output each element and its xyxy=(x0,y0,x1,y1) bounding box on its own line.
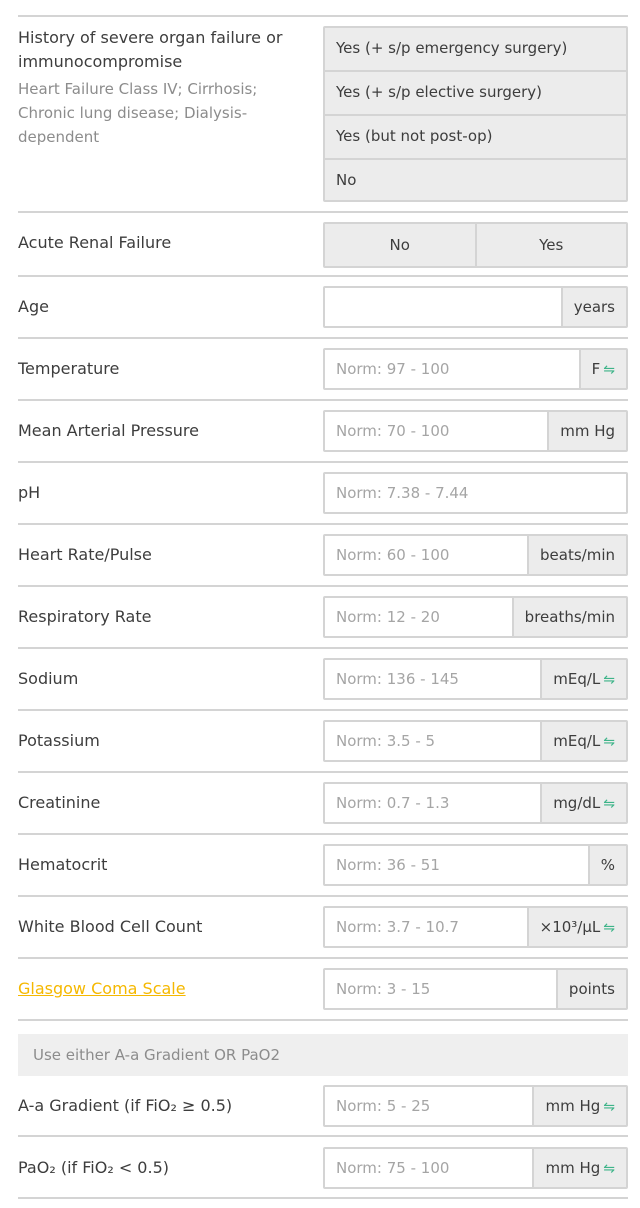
resp-rate-field xyxy=(323,596,628,638)
swap-units-icon: ⇋ xyxy=(603,362,615,378)
potassium-unit-toggle[interactable] xyxy=(540,722,626,760)
heart-rate-label: Heart Rate/Pulse xyxy=(18,545,152,564)
swap-units-icon: ⇋ xyxy=(603,672,615,688)
wbc-field xyxy=(323,906,628,948)
pao2-unit: mm Hg xyxy=(545,1159,601,1177)
aa-gradient-input[interactable]: Norm: 5 - 25 xyxy=(325,1087,532,1125)
sodium-input[interactable]: Norm: 136 - 145 xyxy=(325,660,540,698)
aa-gradient-unit: mm Hg xyxy=(545,1097,601,1115)
temperature-input[interactable]: Norm: 97 - 100 xyxy=(325,350,579,388)
divider xyxy=(18,523,628,525)
oxygenation-note: Use either A-a Gradient OR PaO2 xyxy=(18,1034,628,1076)
divider xyxy=(18,771,628,773)
divider xyxy=(18,275,628,277)
map-field xyxy=(323,410,628,452)
option-not-post-op[interactable]: Yes (but not post-op) xyxy=(325,114,626,158)
divider xyxy=(18,15,628,17)
aa-gradient-unit-toggle[interactable] xyxy=(532,1087,626,1125)
age-field xyxy=(323,286,628,328)
divider xyxy=(18,833,628,835)
divider xyxy=(18,1197,628,1199)
divider xyxy=(18,461,628,463)
ph-input[interactable]: Norm: 7.38 - 7.44 xyxy=(325,474,626,512)
option-emergency-surgery[interactable]: Yes (+ s/p emergency surgery) xyxy=(325,28,626,70)
divider xyxy=(18,337,628,339)
swap-units-icon: ⇋ xyxy=(603,920,615,936)
resp-rate-unit: breaths/min xyxy=(512,598,626,636)
sodium-field xyxy=(323,658,628,700)
organ-failure-label: History of severe organ failure or immunocompromise xyxy=(18,28,283,71)
resp-rate-label: Respiratory Rate xyxy=(18,607,152,626)
organ-failure-options xyxy=(323,26,628,202)
renal-failure-yes-button[interactable]: Yes xyxy=(475,224,627,266)
potassium-unit: mEq/L xyxy=(553,732,601,750)
sodium-unit-toggle[interactable] xyxy=(540,660,626,698)
temperature-unit: F xyxy=(591,360,601,378)
wbc-unit-toggle[interactable] xyxy=(527,908,626,946)
divider xyxy=(18,1135,628,1137)
temperature-label: Temperature xyxy=(18,359,120,378)
sodium-label: Sodium xyxy=(18,669,79,688)
option-no[interactable]: No xyxy=(325,158,626,202)
divider xyxy=(18,585,628,587)
divider xyxy=(18,647,628,649)
gcs-unit: points xyxy=(556,970,626,1008)
divider xyxy=(18,1019,628,1021)
potassium-field xyxy=(323,720,628,762)
temperature-field xyxy=(323,348,628,390)
creatinine-input[interactable]: Norm: 0.7 - 1.3 xyxy=(325,784,540,822)
option-elective-surgery[interactable]: Yes (+ s/p elective surgery) xyxy=(325,70,626,114)
renal-failure-no-button[interactable]: No xyxy=(325,224,475,266)
creatinine-unit: mg/dL xyxy=(553,794,601,812)
renal-failure-label: Acute Renal Failure xyxy=(18,233,172,252)
divider xyxy=(18,957,628,959)
gcs-input[interactable]: Norm: 3 - 15 xyxy=(325,970,556,1008)
heart-rate-input[interactable]: Norm: 60 - 100 xyxy=(325,536,527,574)
aa-gradient-field xyxy=(323,1085,628,1127)
map-label: Mean Arterial Pressure xyxy=(18,421,199,440)
hematocrit-unit: % xyxy=(588,846,626,884)
wbc-input[interactable]: Norm: 3.7 - 10.7 xyxy=(325,908,527,946)
creatinine-unit-toggle[interactable] xyxy=(540,784,626,822)
potassium-input[interactable]: Norm: 3.5 - 5 xyxy=(325,722,540,760)
hematocrit-label: Hematocrit xyxy=(18,855,108,874)
pao2-field xyxy=(323,1147,628,1189)
divider xyxy=(18,399,628,401)
age-label: Age xyxy=(18,297,49,316)
age-unit: years xyxy=(561,288,626,326)
pao2-input[interactable]: Norm: 75 - 100 xyxy=(325,1149,532,1187)
pao2-label: PaO₂ (if FiO₂ < 0.5) xyxy=(18,1158,169,1177)
divider xyxy=(18,211,628,213)
heart-rate-field xyxy=(323,534,628,576)
gcs-field xyxy=(323,968,628,1010)
swap-units-icon: ⇋ xyxy=(603,734,615,750)
age-input[interactable] xyxy=(325,288,561,326)
wbc-label: White Blood Cell Count xyxy=(18,917,203,936)
creatinine-field xyxy=(323,782,628,824)
swap-units-icon: ⇋ xyxy=(603,796,615,812)
swap-units-icon: ⇋ xyxy=(603,1161,615,1177)
map-input[interactable]: Norm: 70 - 100 xyxy=(325,412,547,450)
creatinine-label: Creatinine xyxy=(18,793,101,812)
ph-field xyxy=(323,472,628,514)
hematocrit-input[interactable]: Norm: 36 - 51 xyxy=(325,846,588,884)
map-unit: mm Hg xyxy=(547,412,626,450)
swap-units-icon: ⇋ xyxy=(603,1099,615,1115)
ph-label: pH xyxy=(18,483,41,502)
sodium-unit: mEq/L xyxy=(553,670,601,688)
heart-rate-unit: beats/min xyxy=(527,536,626,574)
pao2-unit-toggle[interactable] xyxy=(532,1149,626,1187)
potassium-label: Potassium xyxy=(18,731,100,750)
renal-failure-toggle xyxy=(323,222,628,268)
organ-failure-hint: Heart Failure Class IV; Cirrhosis; Chronic lung disease; Dialysis-dependent xyxy=(18,80,258,146)
resp-rate-input[interactable]: Norm: 12 - 20 xyxy=(325,598,512,636)
divider xyxy=(18,709,628,711)
divider xyxy=(18,895,628,897)
aa-gradient-label: A-a Gradient (if FiO₂ ≥ 0.5) xyxy=(18,1096,233,1115)
gcs-link[interactable]: Glasgow Coma Scale xyxy=(18,979,186,998)
hematocrit-field xyxy=(323,844,628,886)
wbc-unit: ×10³/µL xyxy=(539,918,601,936)
temperature-unit-toggle[interactable] xyxy=(579,350,626,388)
